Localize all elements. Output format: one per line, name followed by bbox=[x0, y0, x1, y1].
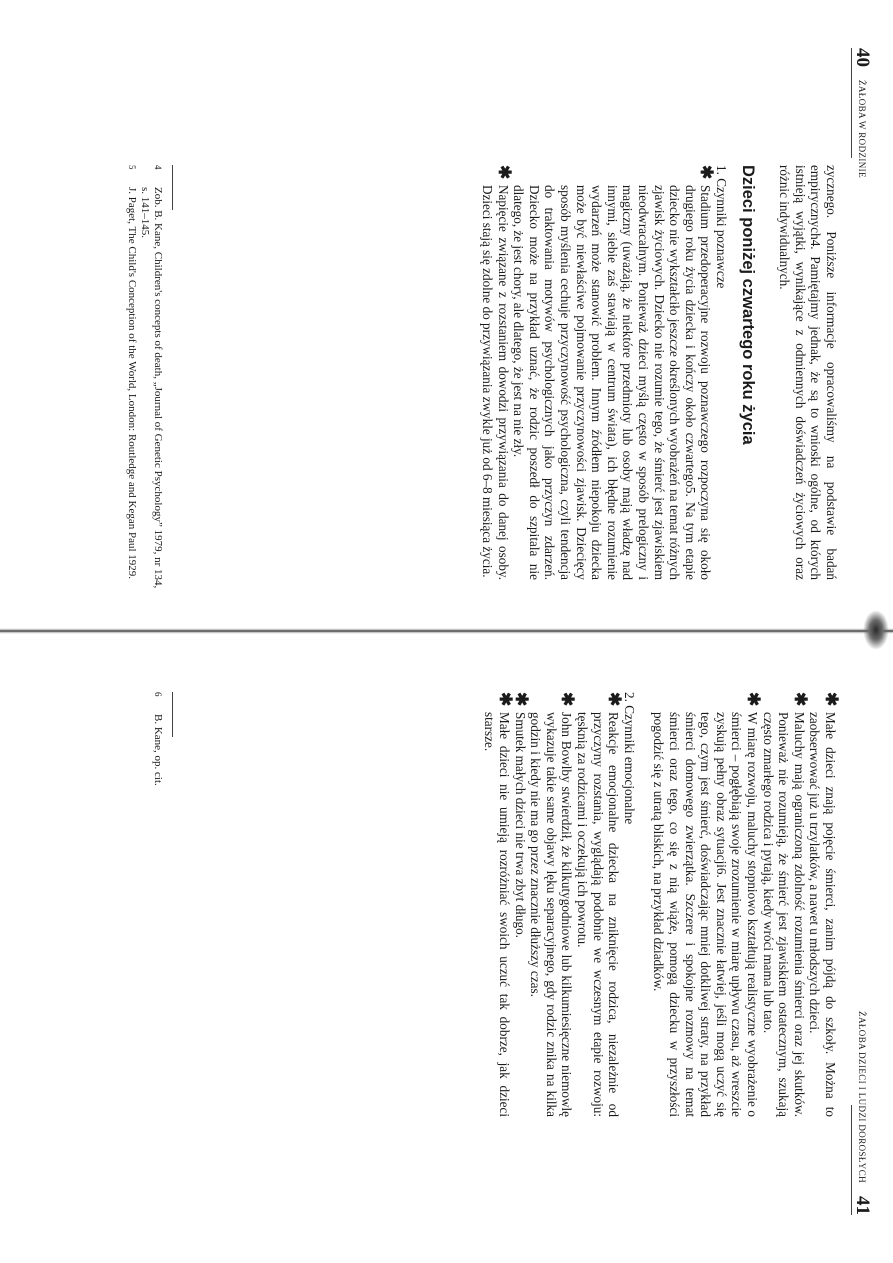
page-number: 41 bbox=[852, 1196, 873, 1215]
asterisk-bullet-icon: ✱ bbox=[822, 692, 841, 707]
asterisk-bullet-icon: ✱ bbox=[697, 165, 717, 180]
footnote-rule bbox=[172, 692, 173, 737]
running-head: ŻAŁOBA W RODZINIE bbox=[857, 80, 867, 178]
subsection-heading: 2. Czynniki emocjonalne bbox=[621, 692, 637, 825]
right-body bbox=[481, 692, 841, 1117]
asterisk-bullet-icon: ✱ bbox=[494, 165, 514, 180]
footnotes bbox=[151, 692, 173, 1117]
asterisk-bullet-icon: ✱ bbox=[605, 692, 625, 707]
right-page bbox=[0, 632, 893, 1263]
list-item: ✱ W miarę rozwoju, maluchy stopniowo kształtują realistyczne wyobrażenie o śmierci – pogłębiają swoje zrozumienie w miarę upływu czasu, aż wreszcie zyskują pełny obraz sytuacji6. Jest znacznie łatwiej, jeśli mogą uczyć się tego, czym jest śmierć, doświadczając mniej dotkliwej straty, na przykład śmierci domowego zwierzątka. Szczere i spokojne rozmowy na temat śmierci oraz tego, co się z nią wiąże, pomogą dziecku w przyszłości pogodzić się z utratą bliskich, na przykład dziadków. bbox=[651, 692, 764, 1117]
left-page bbox=[0, 0, 893, 631]
subsection-heading: 1. Czynniki poznawcze bbox=[714, 165, 730, 289]
list-item: ✱ Małe dzieci nie umieją rozróżniać swoich uczuć tak dobrze, jak dzieci starsze. bbox=[481, 692, 516, 1117]
list-item: ✱ Reakcje emocjonalne dziecka na zniknięcie rodzica, niezależnie od przyczyny rozstania, wyglądają podobnie we wczesnym etapie rozwoju: tęsknią za rodzicami i oczekują ich powrotu. bbox=[575, 692, 625, 1117]
list-item: ✱ Napięcie związane z rozstaniem dowodzi przywiązania do danej osoby. Dzieci stają się zdolne do przywiązania zwykle już od 6–8 miesiąca życia. bbox=[480, 165, 514, 580]
asterisk-bullet-icon: ✱ bbox=[790, 692, 810, 707]
asterisk-bullet-icon: ✱ bbox=[744, 692, 764, 707]
footnote: 5 J. Paget, The Child's Conception of the World, London: Routledge and Kegan Paul 1929. bbox=[126, 165, 138, 580]
running-head: ŻAŁOBA DZIECI I LUDZI DOROSŁYCH bbox=[857, 1011, 867, 1183]
list-item: ✱ John Bowlby stwierdził, że kilkutygodniowe lub kilkumiesięczne niemowlę wykazuje takie same objawy lęku separacyjnego, gdy rodzic znika na kilka godzin i kiedy nie ma go przez znacznie dłuższy czas. bbox=[528, 692, 578, 1117]
asterisk-bullet-icon: ✱ bbox=[558, 692, 578, 707]
footnote-rule bbox=[172, 165, 173, 210]
list-item: ✱ Stadium przedoperacyjne rozwoju poznawczego rozpoczyna się około drugiego roku życia dziecka i kończy około czwartego5. Na tym etapie dziecko nie wykształciło jeszcze określonych wyobrażeń na temat różnych zjawisk życiowych. Dziecko nie rozumie tego, że śmierć jest zjawiskiem nieodwracalnym. Ponieważ dzieci myślą często w sposób prelogiczny i magiczny (uważają, że niektóre przedmioty lub osoby mają władzę nad innymi, siebie zaś stawiają w centrum świata), ich błędne rozumienie wydarzeń może stanowić problem. Innym źródłem niepokoju dziecka może być niewłaściwe pojmowanie przyczynowości zjawisk. Dziecięcy sposób myślenia cechuje przyczynowość psychologiczna, czyli tendencja do traktowania motywów psychologicznych jako przyczyn zdarzeń. Dziecko może na przykład uznać, że rodzic poszedł do szpitala nie dlatego, że jest chory, ale dlatego, że jest na nie zły. bbox=[511, 165, 717, 580]
list-item: ✱ Maluchy mają ograniczoną zdolność rozumienia śmierci oraz jej skutków. Ponieważ nie rozumieją, że śmierć jest zjawiskiem ostatecznym, szukają często zmarłego rodzica i pytają, kiedy wróci mama lub tato. bbox=[760, 692, 810, 1117]
section-heading: Dzieci poniżej czwartego roku życia bbox=[738, 165, 757, 445]
footnote: 6 B. Kane, op. cit. bbox=[152, 692, 164, 786]
asterisk-bullet-icon: ✱ bbox=[511, 692, 531, 707]
list-item: ✱ Małe dzieci znają pojęcie śmierci, zanim pójdą do szkoły. Można to zaobserwować już u trzylatków, a nawet u młodszych dzieci. bbox=[807, 692, 841, 1117]
footnotes bbox=[125, 165, 173, 590]
head-rule bbox=[851, 1105, 852, 1215]
left-body bbox=[480, 165, 839, 580]
asterisk-bullet-icon: ✱ bbox=[496, 692, 516, 707]
list-item: ✱ Smutek małych dzieci nie trwa zbyt długo. bbox=[511, 692, 531, 938]
footnote: 4 Zob. B. Kane, Children's concepts of death, „Journal of Genetic Psychology” 1979, nr 134, s. 141–145. bbox=[139, 165, 164, 589]
page-number: 40 bbox=[852, 48, 873, 67]
intro-paragraph: zycznego. Poniższe informacje opracowaliśmy na podstawie badań empirycznych4. Pamiętajmy jednak, że są to wnioski ogólne, od których istnieją wyjątki, wynikające z odmiennych doświadczeń życiowych oraz różnic indywidualnych. bbox=[777, 165, 839, 580]
head-rule bbox=[851, 48, 852, 158]
